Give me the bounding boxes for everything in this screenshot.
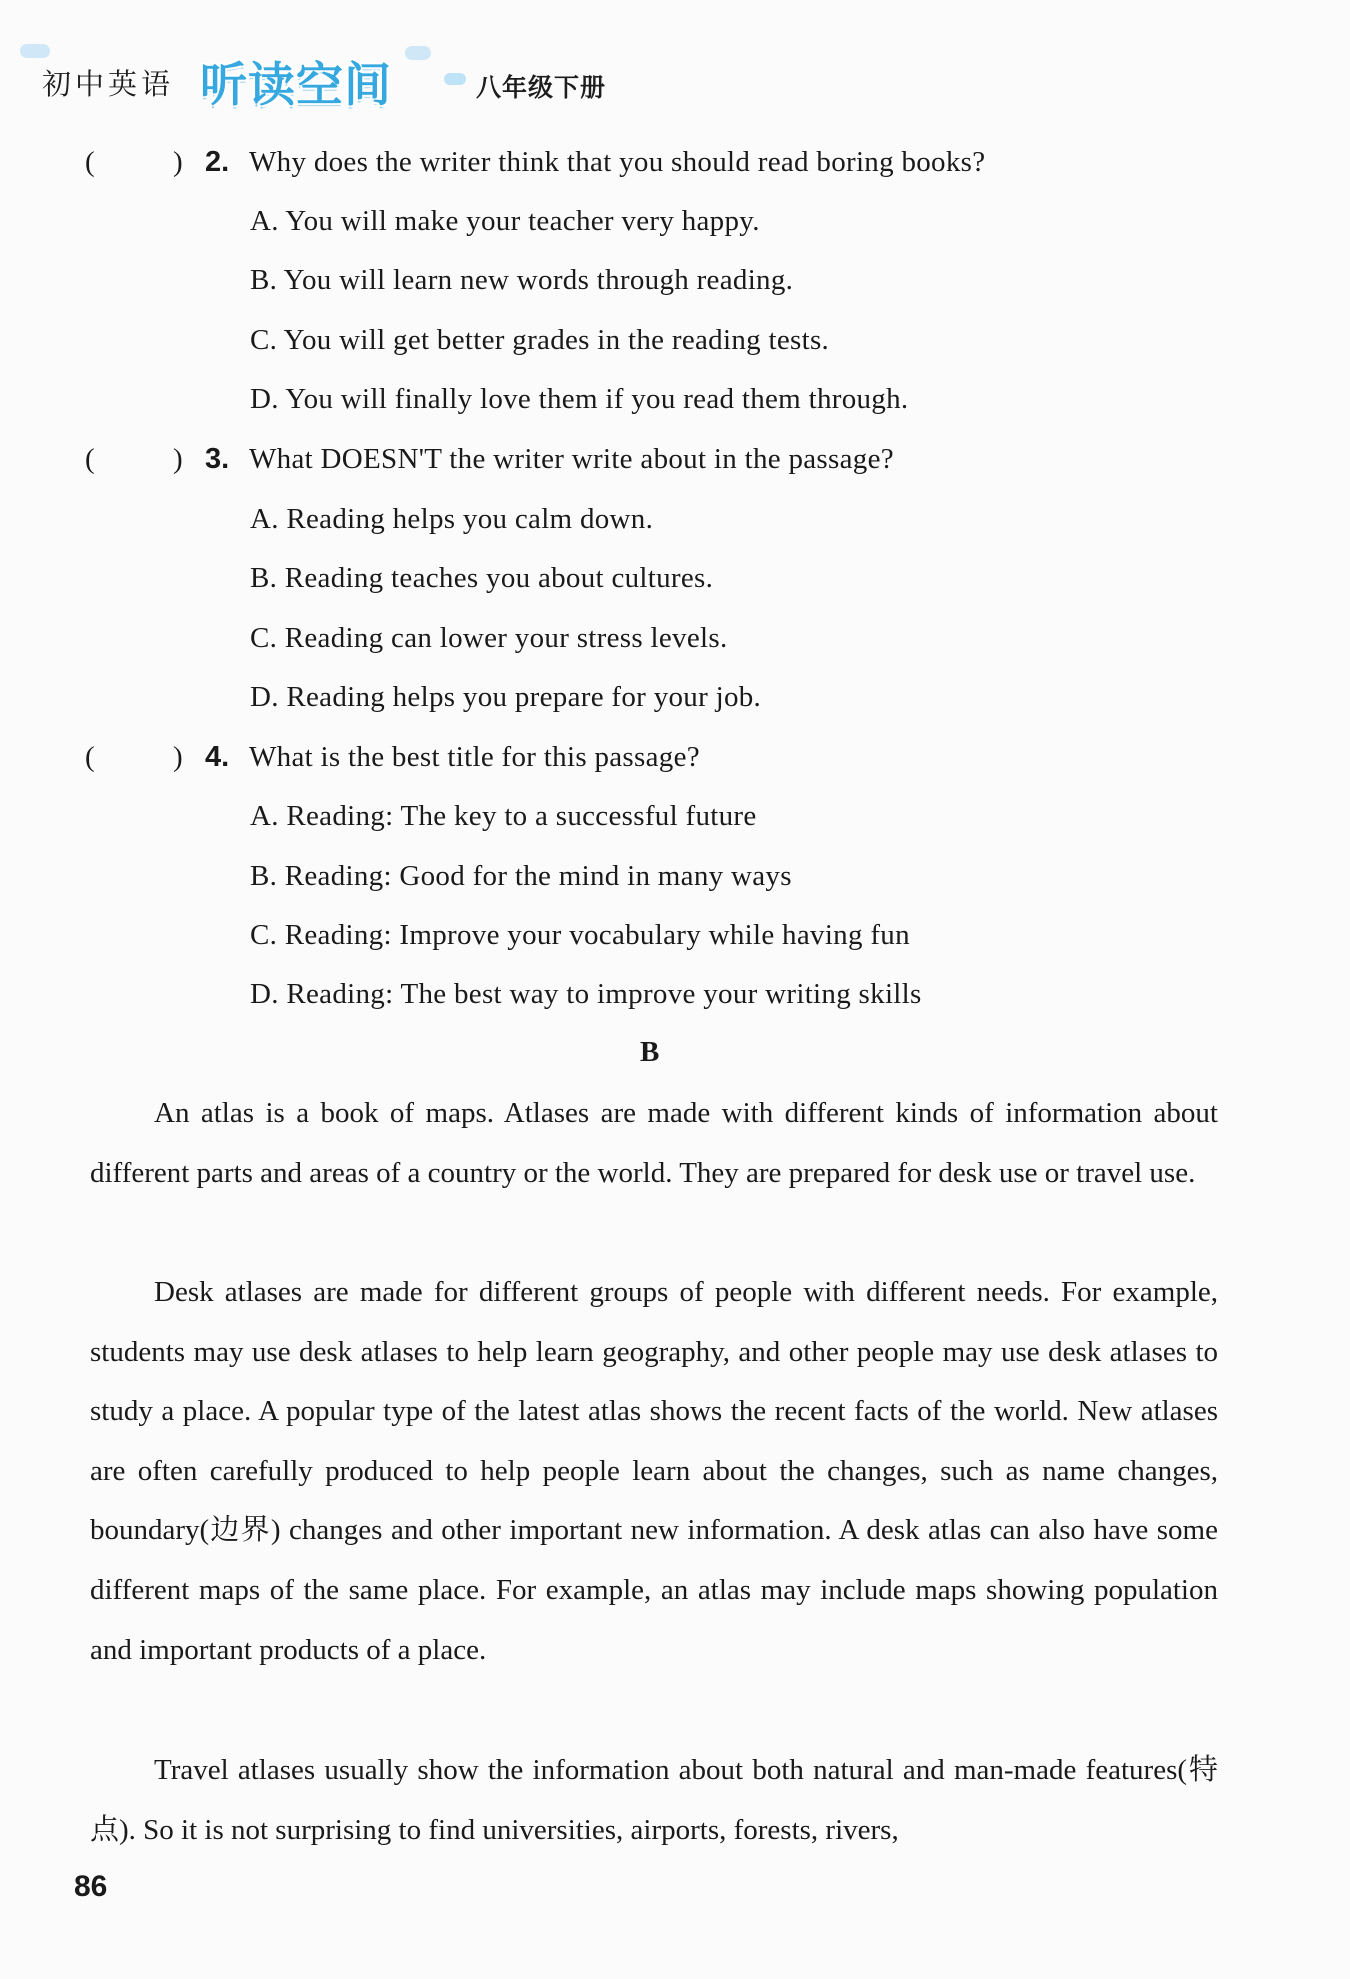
- paragraph-text: Desk atlases are made for different groups of people with different needs. For example, students may use desk atlases to help learn geography, and other people may use desk atlases to study a place. A popular type of the latest atlas shows the recent facts of the world. New atlases are often carefully produced to help people learn about the changes, such as name changes, boundary(边界) changes and other important new information. A desk atlas can also have some different maps of the same place. For example, an atlas may include maps showing population and important products of a place.: [90, 1276, 1218, 1666]
- page-header: [20, 38, 1020, 128]
- passage-paragraph-1: [90, 1084, 1218, 1203]
- option-d: D. Reading helps you prepare for your job.: [250, 681, 762, 713]
- option-a: A. Reading helps you calm down.: [250, 503, 654, 535]
- option-b: B. Reading: Good for the mind in many ways: [250, 860, 792, 892]
- cloud-decoration-right: [405, 46, 431, 60]
- bubble-icon: [444, 73, 466, 85]
- cloud-decoration-left: [20, 44, 50, 58]
- answer-paren-open: (: [85, 741, 95, 773]
- passage-paragraph-3: [90, 1741, 1218, 1860]
- series-title: 初中英语: [42, 67, 175, 101]
- question-text: What DOESN'T the writer write about in the passage?: [249, 443, 894, 475]
- grade-label: 八年级下册: [476, 73, 607, 102]
- question-text: What is the best title for this passage?: [249, 741, 700, 773]
- answer-paren-close: ): [173, 146, 183, 178]
- question-number: 4.: [205, 741, 230, 773]
- option-d: D. You will finally love them if you read them through.: [250, 383, 909, 415]
- option-c: C. Reading can lower your stress levels.: [250, 622, 728, 654]
- question-text: Why does the writer think that you should read boring books?: [249, 146, 986, 178]
- option-b: B. You will learn new words through reading.: [250, 264, 794, 296]
- paragraph-text: Travel atlases usually show the information about both natural and man-made features(特点). So it is not surprising to find universities, airports, forests, rivers,: [90, 1754, 1218, 1846]
- option-a: A. Reading: The key to a successful future: [250, 800, 757, 832]
- question-number: 2.: [205, 146, 230, 178]
- passage-paragraph-2: [90, 1263, 1218, 1680]
- answer-paren-open: (: [85, 443, 95, 475]
- paragraph-text: An atlas is a book of maps. Atlases are made with different kinds of information about different parts and areas of a country or the world. They are prepared for desk use or travel use.: [90, 1097, 1218, 1189]
- page-number: 86: [74, 1870, 108, 1903]
- brand-logo: 听读空间: [200, 58, 392, 113]
- option-d: D. Reading: The best way to improve your writing skills: [250, 978, 922, 1010]
- answer-paren-close: ): [173, 741, 183, 773]
- section-heading: B: [640, 1036, 660, 1068]
- option-c: C. Reading: Improve your vocabulary while having fun: [250, 919, 910, 951]
- option-c: C. You will get better grades in the reading tests.: [250, 324, 830, 356]
- option-a: A. You will make your teacher very happy.: [250, 205, 760, 237]
- question-number: 3.: [205, 443, 230, 475]
- answer-paren-close: ): [173, 443, 183, 475]
- option-b: B. Reading teaches you about cultures.: [250, 562, 714, 594]
- answer-paren-open: (: [85, 146, 95, 178]
